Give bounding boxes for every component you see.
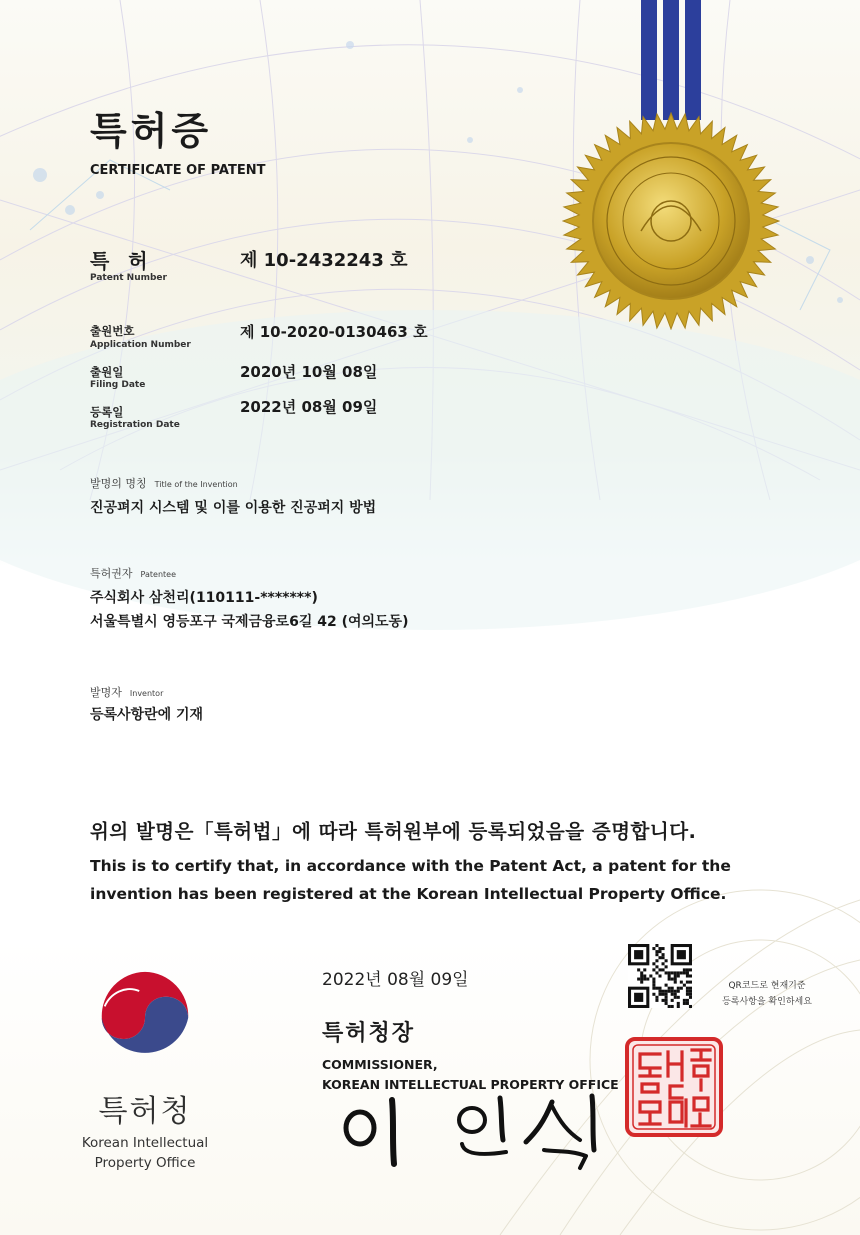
inventor-label (90, 684, 163, 700)
registration-date-label: 등록일 (90, 405, 124, 419)
commissioner-title-ko: 특허청장 (322, 1021, 416, 1046)
application-number-label: 출원번호 (90, 324, 135, 338)
commissioner-title-en-line1: COMMISSIONER, (322, 1057, 438, 1072)
certification-statement-ko: 위의 발명은「특허법」에 따라 특허원부에 등록되었음을 증명합니다. (90, 820, 697, 843)
certificate-title-english: CERTIFICATE OF PATENT (90, 163, 266, 178)
qr-note-line1: QR코드로 현재기준 (728, 981, 806, 991)
kipo-name-en-line1: Korean Intellectual (81, 1135, 209, 1151)
qr-note (702, 978, 832, 1010)
patent-number-label: 특 허 (90, 249, 154, 273)
invention-title-label-ko: 발명의 명칭 (90, 477, 147, 490)
commissioner-signature-icon (330, 1092, 620, 1172)
patentee-name: 주식회사 삼천리(110111-*******) (90, 590, 318, 606)
inventor-label-ko: 발명자 (90, 686, 122, 699)
kipo-name-en (60, 1133, 230, 1173)
commissioner-title-en-line2: KOREAN INTELLECTUAL PROPERTY OFFICE (322, 1077, 619, 1092)
filing-date-label: 출원일 (90, 365, 124, 379)
kipo-name-en-line2: Property Office (94, 1155, 196, 1171)
patentee-label-ko: 특허권자 (90, 567, 133, 580)
patentee-label-en: Patentee (140, 570, 176, 579)
ribbon-stripe (641, 0, 657, 120)
qr-note-line2: 등록사항을 확인하세요 (722, 997, 812, 1007)
commissioner-title-en (322, 1055, 619, 1095)
application-number-label-english: Application Number (90, 340, 191, 350)
invention-title-value: 진공펴지 시스템 및 이를 이용한 진공퍼지 방법 (90, 500, 377, 516)
application-number-value: 제 10-2020-0130463 호 (240, 323, 428, 341)
registration-date-label-english: Registration Date (90, 420, 180, 430)
kipo-name-ko: 특허청 (98, 1094, 192, 1129)
ribbon-stripe (685, 0, 701, 120)
registration-date-value: 2022년 08월 09일 (240, 398, 378, 416)
certificate-title: 특허증 (90, 109, 213, 153)
filing-date-value: 2020년 10월 08일 (240, 363, 378, 381)
filing-date-label-english: Filing Date (90, 380, 146, 390)
kipo-logo-icon (97, 968, 193, 1064)
patent-number-value: 제 10-2432243 호 (240, 250, 408, 271)
qr-code-icon[interactable] (628, 944, 692, 1008)
invention-title-label-en: Title of the Invention (154, 480, 238, 489)
patentee-address: 서울특별시 영등포구 국제금융로6길 42 (여의도동) (90, 614, 409, 630)
inventor-value: 등록사항란에 기재 (90, 707, 204, 723)
official-red-stamp-icon (624, 1036, 724, 1138)
ribbon-stripe (663, 0, 679, 120)
issue-date: 2022년 08월 09일 (322, 970, 469, 990)
certification-statement-en: This is to certify that, in accordance with the Patent Act, a patent for the invention has been registered at the Korean Intellectual Property Office. (90, 857, 731, 903)
invention-title-label (90, 475, 238, 491)
gold-seal-icon (562, 112, 780, 330)
patent-number-label-english: Patent Number (90, 273, 167, 283)
patentee-label (90, 565, 176, 581)
inventor-label-en: Inventor (129, 689, 164, 698)
